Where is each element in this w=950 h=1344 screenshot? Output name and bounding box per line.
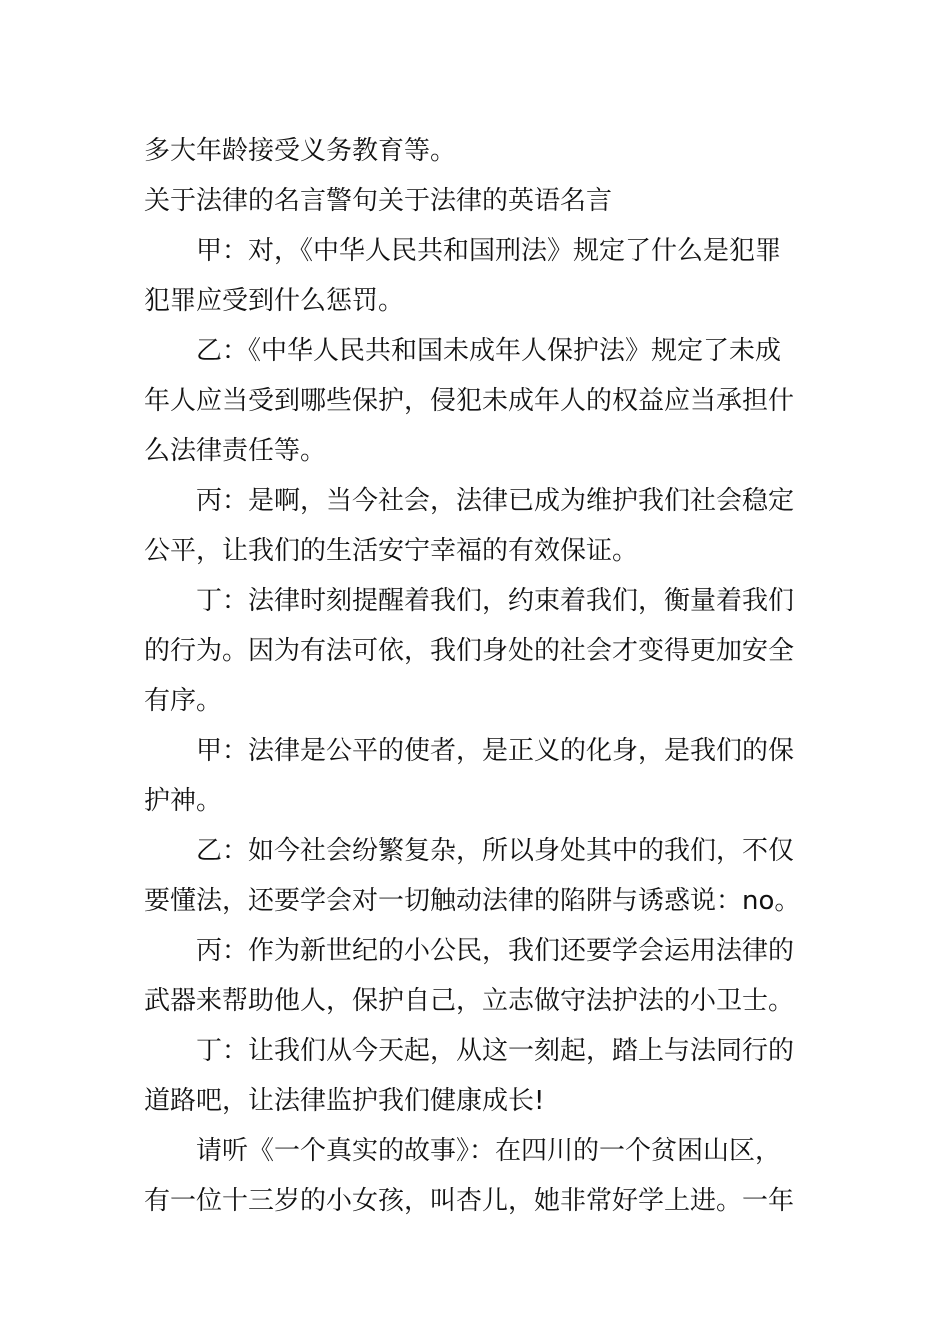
- text-line: 要懂法，还要学会对一切触动法律的陷阱与诱惑说：no。: [144, 886, 801, 916]
- text-line: 请听《一个真实的故事》：在四川的一个贫困山区，: [196, 1136, 782, 1166]
- text-line: 道路吧，让法律监护我们健康成长!: [144, 1086, 545, 1116]
- text-line: 有一位十三岁的小女孩，叫杏儿，她非常好学上进。一年: [144, 1186, 795, 1216]
- text-line: 武器来帮助他人，保护自己，立志做守法护法的小卫士。: [144, 986, 795, 1016]
- document-body: [144, 126, 810, 1226]
- text-line: 多大年龄接受义务教育等。: [144, 136, 457, 166]
- text-line: 丁：让我们从今天起，从这一刻起，踏上与法同行的: [196, 1036, 795, 1066]
- text-line: 丁：法律时刻提醒着我们，约束着我们，衡量着我们: [196, 586, 795, 616]
- text-line: 公平，让我们的生活安宁幸福的有效保证。: [144, 536, 639, 566]
- text-line: 丙：是啊，当今社会，法律已成为维护我们社会稳定: [196, 486, 795, 516]
- text-line: 的行为。因为有法可依，我们身处的社会才变得更加安全: [144, 636, 795, 666]
- text-line: 丙：作为新世纪的小公民，我们还要学会运用法律的: [196, 936, 795, 966]
- text-line: 甲：对，《中华人民共和国刑法》规定了什么是犯罪: [196, 236, 782, 266]
- text-line: 么法律责任等。: [144, 436, 327, 466]
- text-line: 甲：法律是公平的使者，是正义的化身，是我们的保: [196, 736, 795, 766]
- text-line: 护神。: [144, 786, 223, 816]
- text-line: 乙：《中华人民共和国未成年人保护法》规定了未成: [196, 336, 782, 366]
- text-line: 乙：如今社会纷繁复杂，所以身处其中的我们，不仅: [196, 836, 795, 866]
- text-line: 年人应当受到哪些保护，侵犯未成年人的权益应当承担什: [144, 386, 795, 416]
- text-line: 关于法律的名言警句关于法律的英语名言: [144, 186, 613, 216]
- text-line: 有序。: [144, 686, 223, 716]
- text-line: 犯罪应受到什么惩罚。: [144, 286, 405, 316]
